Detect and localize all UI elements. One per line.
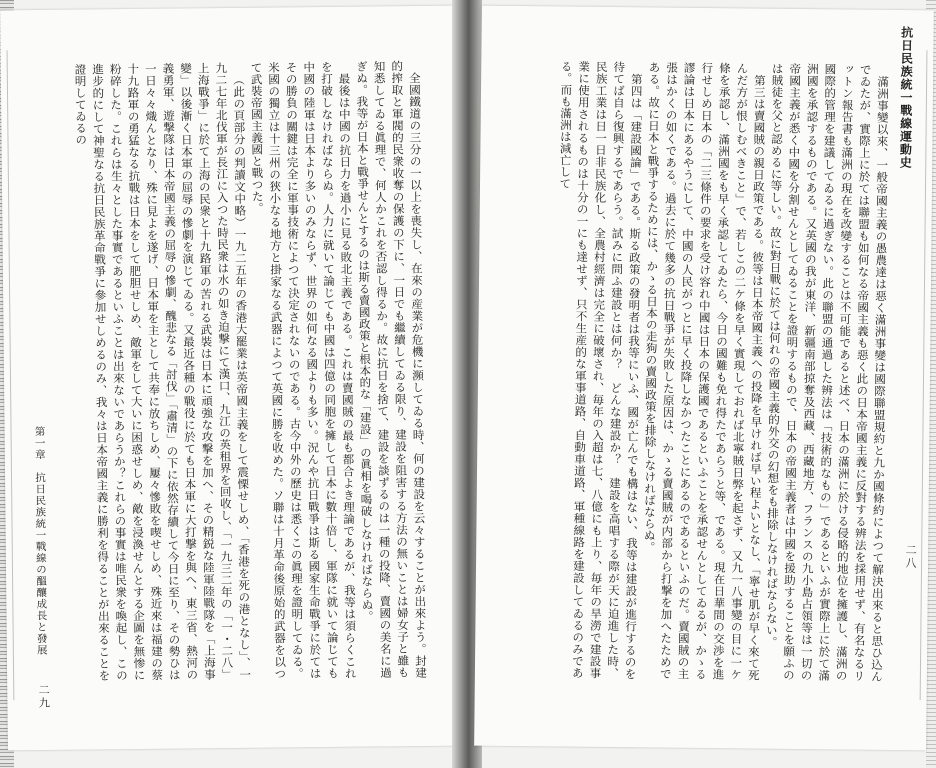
left-page-number: 二九 xyxy=(37,683,51,711)
left-paragraph-3: （此の頁部分の判讀文中略）一九二五年の香港大罷業は英帝國主義をして震慄せしめ、「香港を死の港となし」、一九二七年北伐軍が長江に入つた時民衆は水の如き迫撃にて漢口、九江の英租界を回收し、「一九三二年の「一・二八」上海戰爭」に於て上海の民衆と十九路軍の苦れる武裝は日本に頑強な攻撃を加へ、その精鋭な陸軍陸戰隊を「上海事變」以後漸く日本軍の屈辱の慘劇を演じてゐる。又最近各種の戰役に於ても日本軍に大打撃を與へ、東三省、熱河の義勇軍、遊撃隊は日本帝國主義の屈辱の慘劇、醜悲なる「討伐」「肅清」の下に依然存續して今日に至り、その勢ひは一日々々熾んとなり、殊に見よを遂げ、日本軍を主として共奉に放ちしめ、屢々慘敗を喫せしめ、殊近來は福建の蔡十九路軍の勇猛なる抗戰は日本をして肥胆せしめ、敵軍をして大いに困惑せしめ、敵を浸渙せんとする企圖を無惨に粉碎した。これらは生々とした事實であるといふことは出來ないであらうか？これらの事實は唯民衆を喚起し、この進步的にして神聖なる抗日民族革命戰爭に參加せしめるのみ、我々は日本帝國主義に勝利を得ることが出來ることを證明してゐるの xyxy=(73,62,253,682)
left-paragraph-2: 最後は中國の抗日力を過小に見る敗北主義である。これは賣國賊の最も都合よき理論であるが、我等は須らくこれを打破しなければならぬ。人力に就いて論じても中國は四億の同胞を擁して日本に數十倍し、軍隊に就いて論じても中國の陸軍は日本より多いのみならず、世界の如何なる國よりも多い。況んや抗日戰爭は斯る國家生命戰爭に於てはその勝負の關鍵は完全に軍事技術によつて決定されないのである。古今中外の歷史は悉くこの眞理を證明してゐる。米國の獨立は十三州の狹小なる地方と掛家なる武器によつて英國に勝を收めた。ソ聯は十月革命後原始的武器を以つて武裝帝國主義國と戰つた。 xyxy=(249,60,358,680)
right-page-text xyxy=(505,60,891,682)
right-running-header: 抗日民族統一戰線運動史 xyxy=(898,26,914,170)
left-page xyxy=(0,6,460,751)
right-paragraph-1: 滿洲事變以來、一般帝國主義の愚農達は惡く滿洲事變は國際聯盟規約と九か國條約によつて解決出來ると思ひ込んでゐたが、實際上に於ては聯盟も如何なる帝國主義も惡く此の日本帝國主義に反對する辨法を採用せず、有名なるリットン報告書も滿洲の現在を改變することは不可能であると述べ、日本の滿洲に於ける侵略的地位を擁護し、滿洲の國際的管理を建議してゐるに過ぎない。此の聯盟の通過した辨法は「技術的なもの」であるといふが實際上に於て滿洲國を承認するものである。又英國の我が東洋、新疆南部掠奪及西藏、西藏地方、フランスの九小島占領等は一切の帝國主義が悉く中國を分割せんとしてゐることを證明するもので、日本の帝國主義者は中國を援助することを願ふのは賊徒を父と認めるに等しい。故に對日戰に於ては何れの帝國主義的外交の幻想をも排除しなければならない。 xyxy=(764,62,891,682)
right-page-number: 二八 xyxy=(903,544,918,571)
left-paragraph-1: 全國鐵道の三分の一以上を喪失し、在來の産業が危機に瀕してゐる時、何の建設を云々することが出來よう。封建的搾取と軍閥的民衆收奪の保護の下に、一日でも繼續してゐる限り、建設を阻害する方法の無いことは婦女子と雖も知悉してゐる眞理で、何人かこれを否認し得るか。故に抗日を捨て、建設を談ずるのは一種の投降、賣國の美名に過ぎぬ。我等が日本と戰爭せんとするのは斯る賣國政策と根本的な「建設」の眞相を喝破しなければならぬ。 xyxy=(354,60,429,679)
margin-shadow xyxy=(920,50,928,700)
margin-shadow xyxy=(7,50,15,700)
left-running-header: 第一章 抗日民族統一戰線の醞釀成長と發展 xyxy=(33,425,48,657)
right-paragraph-2: 第三は賣國賊の親日政策である。彼等は日本帝國主義への投降を早ければ早い程よいとなし、「寧せ肌が早く來て死んだ方が恨しむべきこと」で、若しこの二ケ條を早く實現しておれば北寧賊日弊を起さず、又九一八事變の目に一ケ條を承認し、滿洲國をも早く承認してゐたら、今日の國難も免れ得たであらうと等、である。現在日華間の交渉を進行せしめ日本の「二三條件の要求を受け容れ中國は日本の保護國であるといふことを承認せんとしてゐるが、かゝる謬論は日本にあるやうにして、中國の人民がつとに早く投降しなかつたことにあるのであるといふのだ。賣國賊の主張はかくの如くである。過去に於て幾多の抗日戰爭が失敗した原因は、かゝる賣國賊が内部から打撃を加へたためである。故に日本と戰爭するためには、かゝる日本の走狗の賣國政策を排除しなければならぬ。 xyxy=(642,61,768,681)
right-paragraph-3: 第四は「建設國論」である。斯る政策の發明者は我等にいふ、國が亡んでも構はない、我等は建設が進行するのを待てば自ら復興するであらう。試みに問ふ建設とは何か？ どんな建設か？ 建設を高唱する際が天に迫進した時、民族工業は日一日非民族化し、全農村經濟は完全に破壞され、毎年の入超は七、八億にも上り、毎年の旱澇で建設事業に使用されるものは十分の一にも達せず、只不生産的な軍事道路、自動車道路、軍種線路を建設してゐるのみである。而も滿洲は減亡して xyxy=(558,60,644,680)
right-page xyxy=(474,6,934,751)
left-page-text xyxy=(17,60,429,682)
